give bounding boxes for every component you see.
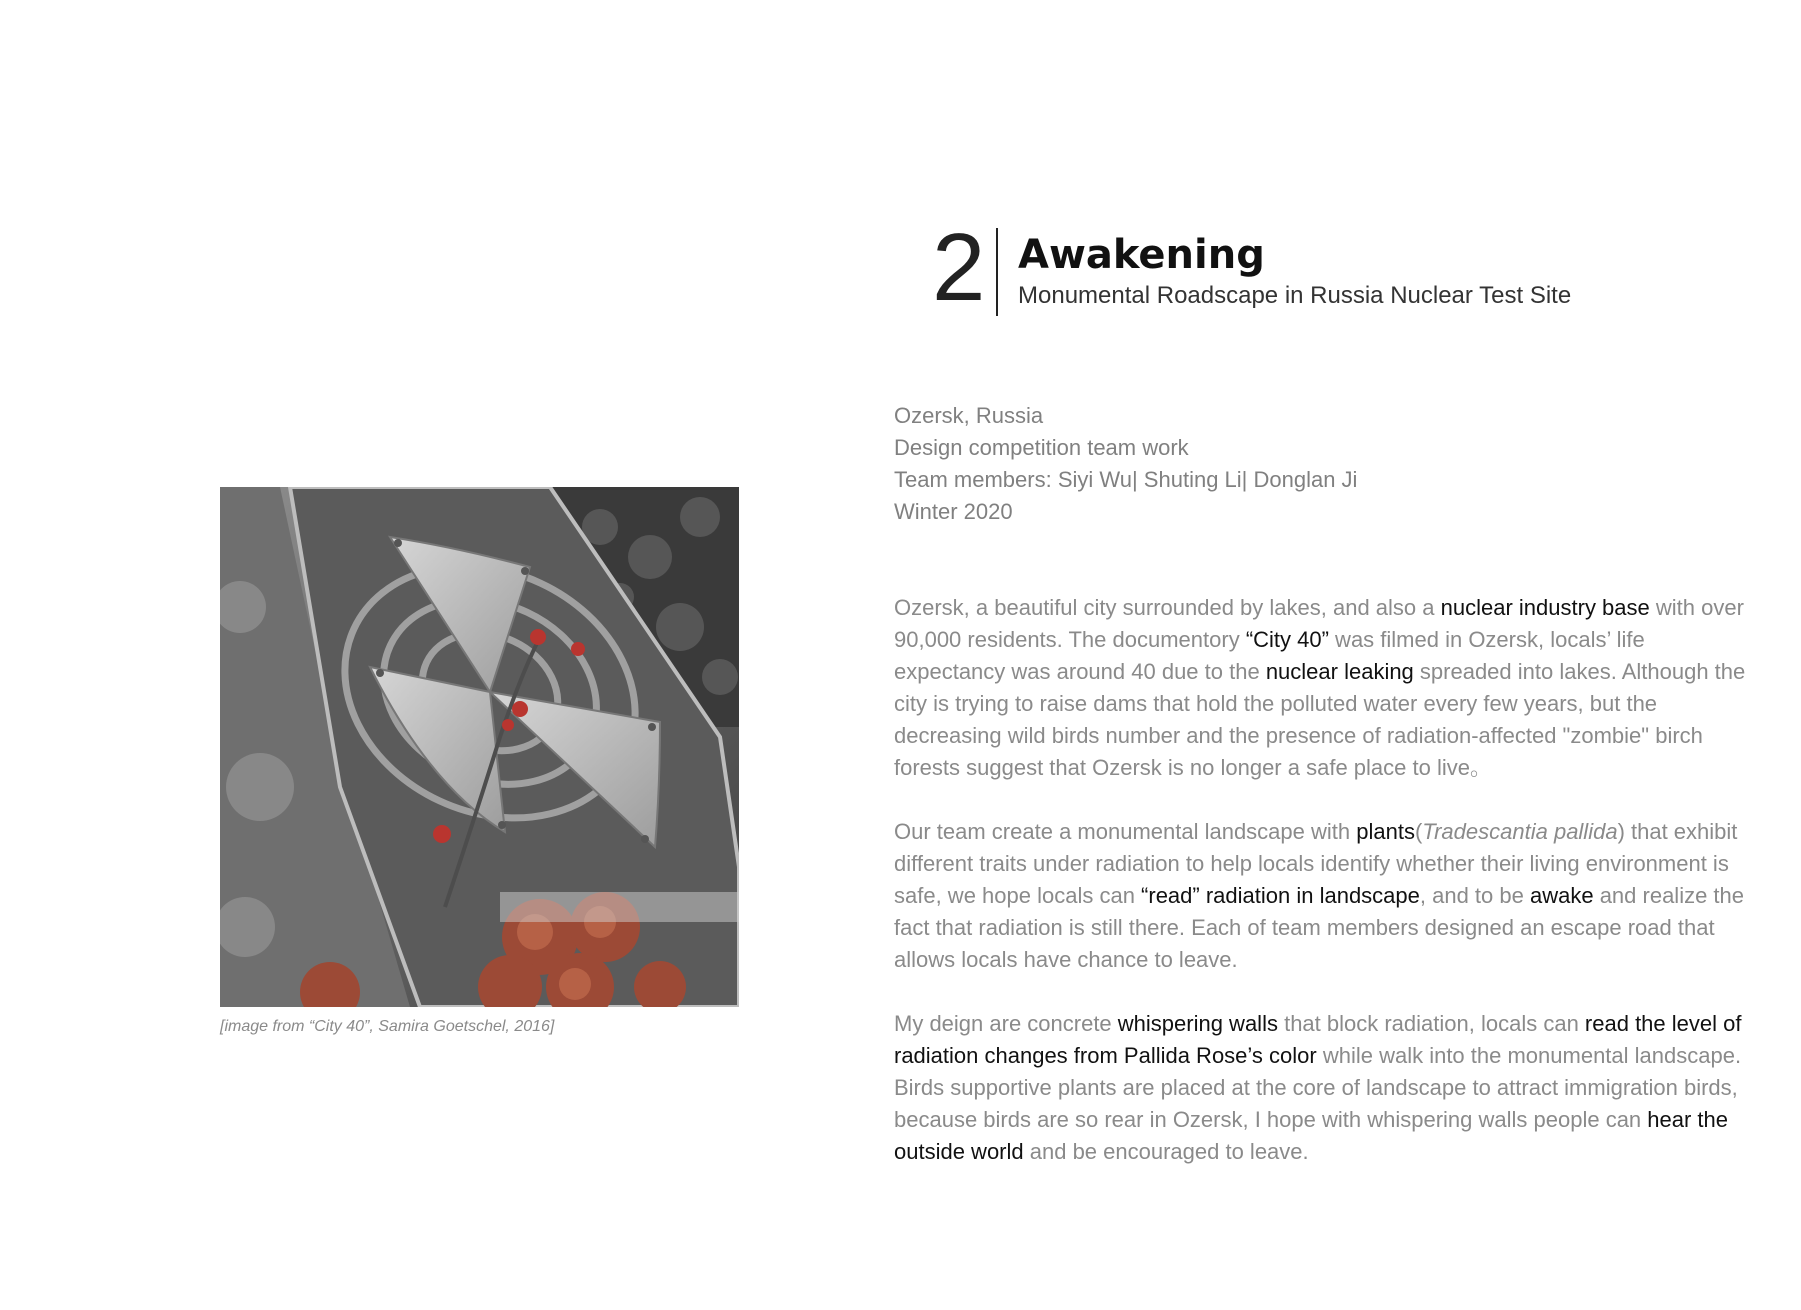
project-subtitle: Monumental Roadscape in Russia Nuclear Test Site: [1018, 282, 1572, 309]
text-run: (: [1414, 819, 1423, 844]
text-run: Ozersk, a beautiful city surrounded by lakes, and also a: [894, 595, 1441, 620]
paragraph-my-design: [894, 1008, 1760, 1168]
text-run: nuclear leaking: [1265, 659, 1414, 684]
text-run: and be encouraged to leave.: [1023, 1139, 1309, 1164]
project-title: Awakening: [1018, 232, 1265, 278]
paragraph-team-concept: [894, 816, 1760, 976]
text-run: awake: [1529, 883, 1594, 908]
text-run: , and to be: [1419, 883, 1530, 908]
text-run: plants: [1356, 819, 1415, 844]
text-run: while walk into the monumental landscape. Birds supportive plants are placed at the core of landscape to attract immigration birds, because birds are so rear in Ozersk, I hope with whispering walls people can: [894, 1043, 1742, 1132]
text-run: spreaded into lakes. Although the city is trying to raise dams that hold the polluted water every few years, but the decreasing wild birds number and the presence of radiation-affected "zombie" birch forests suggest that Ozersk is no longer a safe place to live。: [894, 659, 1746, 780]
meta-date: Winter 2020: [894, 499, 1013, 524]
text-run: ) that exhibit different traits under radiation to help locals identify whether their living environment is safe, we hope locals can: [894, 819, 1738, 908]
text-run: read the level of radiation changes from Pallida Rose’s color: [894, 1011, 1742, 1068]
text-run: hear the outside world: [894, 1107, 1729, 1164]
text-run: nuclear industry base: [1440, 595, 1650, 620]
text-run: with over 90,000 residents. The documentory: [894, 595, 1744, 652]
text-run: was filmed in Ozersk, locals’ life expectancy was around 40 due to the: [894, 627, 1645, 684]
meta-type: Design competition team work: [894, 435, 1189, 460]
project-number: 2: [932, 214, 986, 321]
monument-photo-illustration: [220, 487, 739, 1007]
text-run: “City 40”: [1245, 627, 1329, 652]
meta-team: Team members: Siyi Wu| Shuting Li| Donglan Ji: [894, 467, 1358, 492]
text-run: that block radiation, locals can: [1277, 1011, 1585, 1036]
text-run: Tradescantia pallida: [1422, 819, 1618, 844]
text-run: My deign are concrete: [894, 1011, 1118, 1036]
photo-caption: [image from “City 40”, Samira Goetschel, 2016]: [220, 1018, 555, 1035]
paragraph-context: [894, 592, 1760, 784]
text-run: “read” radiation in landscape: [1141, 883, 1420, 908]
meta-location: Ozersk, Russia: [894, 403, 1044, 428]
text-run: and realize the fact that radiation is still there. Each of team members designed an escape road that allows locals have chance to leave.: [894, 883, 1745, 972]
text-run: whispering walls: [1117, 1011, 1278, 1036]
text-run: Our team create a monumental landscape with: [894, 819, 1357, 844]
project-meta: [894, 400, 1357, 528]
monument-photo: [220, 487, 739, 1007]
title-divider: [996, 228, 998, 316]
